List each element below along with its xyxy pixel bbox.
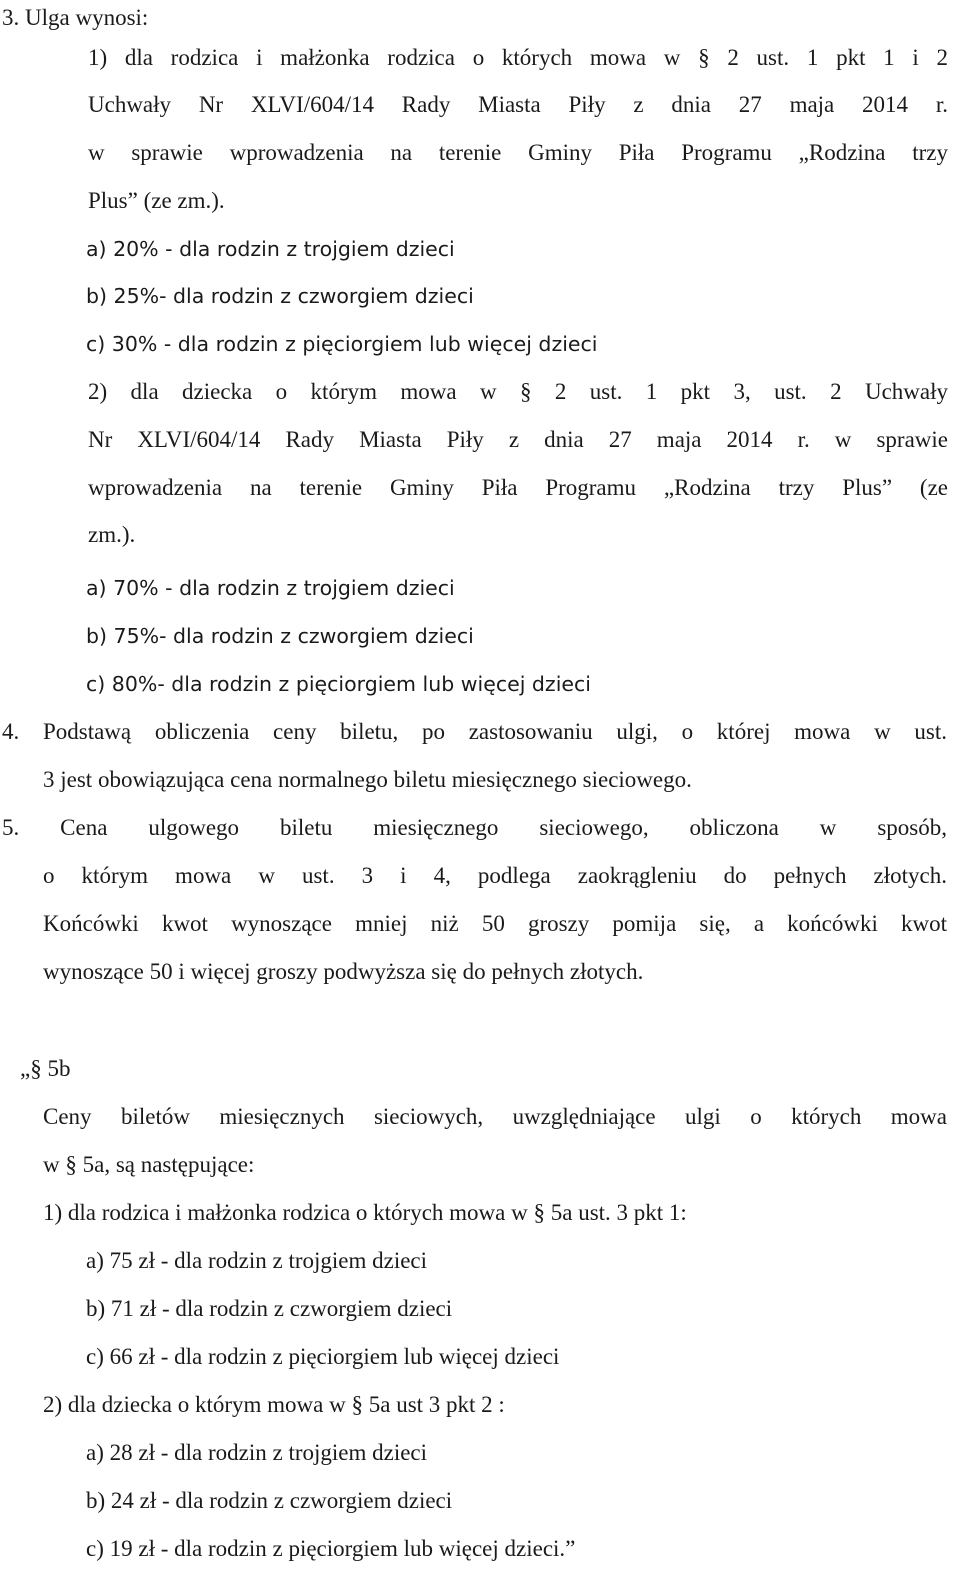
item-2-line-1: 2) dla dziecka o którym mowa w § 2 ust. 1 pkt 3, ust. 2 Uchwały [88,379,948,404]
section-5-line-2: o którym mowa w ust. 3 i 4, podlega zaokrągleniu do pełnych złotych. [43,863,947,888]
section-5-line-1: 5. Cena ulgowego biletu miesięcznego sieciowego, obliczona w sposób, [2,815,947,840]
item-1-line-4: Plus” (ze zm.). [88,188,225,213]
paragraph-5b-heading: „§ 5b [20,1056,71,1081]
paragraph-5b-item-2-point-b: b) 24 zł - dla rodzin z czworgiem dzieci [86,1488,453,1513]
section-4-line-2: 3 jest obowiązująca cena normalnego biletu miesięcznego sieciowego. [43,767,692,792]
paragraph-5b-item-2-point-c: c) 19 zł - dla rodzin z pięciorgiem lub więcej dzieci.” [86,1536,576,1561]
paragraph-5b-intro-line-1: Ceny biletów miesięcznych sieciowych, uwzględniające ulgi o których mowa [43,1104,947,1129]
paragraph-5b-item-2-point-a: a) 28 zł - dla rodzin z trojgiem dzieci [86,1440,428,1465]
section-5-line-3: Końcówki kwot wynoszące mniej niż 50 groszy pomija się, a końcówki kwot [43,911,947,936]
paragraph-5b-intro-line-2: w § 5a, są następujące: [43,1152,255,1177]
item-1-point-a: a) 20% - dla rodzin z trojgiem dzieci [86,237,455,261]
item-1-point-c: c) 30% - dla rodzin z pięciorgiem lub więcej dzieci [86,332,598,356]
item-2-point-a: a) 70% - dla rodzin z trojgiem dzieci [86,576,455,600]
section-4-line-1: 4. Podstawą obliczenia ceny biletu, po zastosowaniu ulgi, o której mowa w ust. [2,719,947,744]
item-1-line-3: w sprawie wprowadzenia na terenie Gminy Piła Programu „Rodzina trzy [88,140,948,165]
item-2-point-b: b) 75%- dla rodzin z czworgiem dzieci [86,624,474,648]
paragraph-5b-item-1-point-b: b) 71 zł - dla rodzin z czworgiem dzieci [86,1296,453,1321]
section-5-line-4: wynoszące 50 i więcej groszy podwyższa się do pełnych złotych. [43,959,644,984]
item-2-line-2: Nr XLVI/604/14 Rady Miasta Piły z dnia 27 maja 2014 r. w sprawie [88,427,948,452]
item-1-point-b: b) 25%- dla rodzin z czworgiem dzieci [86,284,474,308]
item-2-line-4: zm.). [88,522,136,547]
section-3-heading: 3. Ulga wynosi: [2,5,149,30]
paragraph-5b-item-2: 2) dla dziecka o którym mowa w § 5a ust 3 pkt 2 : [43,1392,505,1417]
item-2-point-c: c) 80%- dla rodzin z pięciorgiem lub więcej dzieci [86,672,591,696]
paragraph-5b-item-1-point-c: c) 66 zł - dla rodzin z pięciorgiem lub więcej dzieci [86,1344,560,1369]
paragraph-5b-item-1: 1) dla rodzica i małżonka rodzica o których mowa w § 5a ust. 3 pkt 1: [43,1200,687,1225]
paragraph-5b-item-1-point-a: a) 75 zł - dla rodzin z trojgiem dzieci [86,1248,428,1273]
item-1-line-2: Uchwały Nr XLVI/604/14 Rady Miasta Piły z dnia 27 maja 2014 r. [88,92,948,117]
item-2-line-3: wprowadzenia na terenie Gminy Piła Programu „Rodzina trzy Plus” (ze [88,475,948,500]
item-1-line-1: 1) dla rodzica i małżonka rodzica o których mowa w § 2 ust. 1 pkt 1 i 2 [88,45,948,70]
